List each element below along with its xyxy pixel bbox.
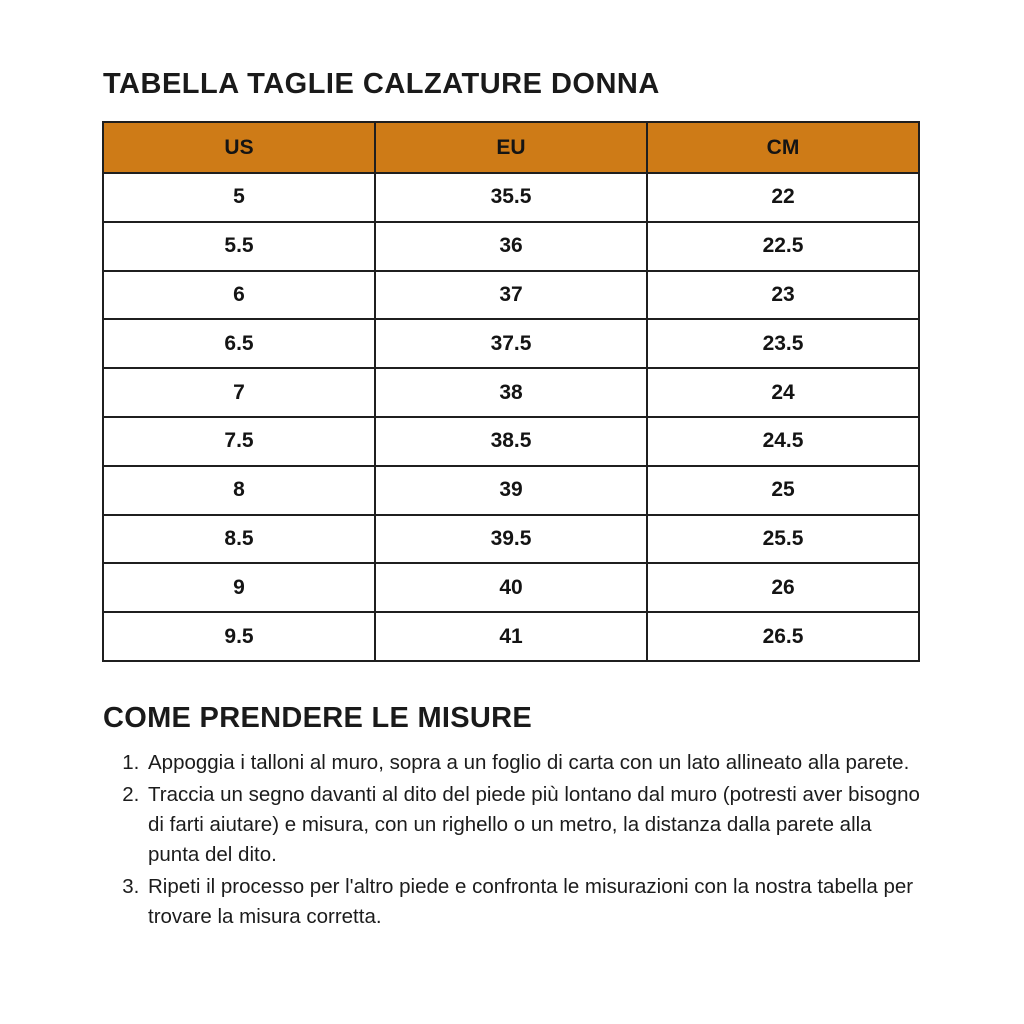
size-table-cell: 26.5	[647, 612, 919, 661]
size-table-cell: 24	[647, 368, 919, 417]
size-table-body	[103, 173, 919, 661]
size-table-cell: 39.5	[375, 515, 647, 564]
size-table-cell: 8.5	[103, 515, 375, 564]
size-table-cell: 36	[375, 222, 647, 271]
size-table-row	[103, 466, 919, 515]
size-table-cell: 6	[103, 271, 375, 320]
size-table-cell: 41	[375, 612, 647, 661]
size-table	[102, 121, 920, 662]
size-table-cell: 35.5	[375, 173, 647, 222]
instruction-step: 1. Appoggia i talloni al muro, sopra a un foglio di carta con un lato allineato alla parete.	[145, 748, 920, 778]
size-table-cell: 22	[647, 173, 919, 222]
size-table-cell: 8	[103, 466, 375, 515]
size-table-cell: 9	[103, 563, 375, 612]
size-table-cell: 25	[647, 466, 919, 515]
instructions-list	[102, 748, 920, 932]
size-table-cell: 6.5	[103, 319, 375, 368]
size-table-row	[103, 515, 919, 564]
instruction-step: 2. Traccia un segno davanti al dito del piede più lontano dal muro (potresti aver bisogno di farti aiutare) e misura, con un righello o un metro, la distanza dalla parete alla punta del dito.	[145, 780, 920, 870]
size-table-header-cell: EU	[375, 122, 647, 173]
size-table-row	[103, 173, 919, 222]
size-table-cell: 5.5	[103, 222, 375, 271]
size-table-cell: 22.5	[647, 222, 919, 271]
size-table-cell: 38	[375, 368, 647, 417]
size-table-cell: 26	[647, 563, 919, 612]
size-table-cell: 38.5	[375, 417, 647, 466]
size-table-row	[103, 612, 919, 661]
size-table-cell: 23.5	[647, 319, 919, 368]
size-table-cell: 37.5	[375, 319, 647, 368]
size-table-cell: 23	[647, 271, 919, 320]
size-table-cell: 7	[103, 368, 375, 417]
size-table-row	[103, 368, 919, 417]
size-table-row	[103, 563, 919, 612]
size-table-row	[103, 417, 919, 466]
size-table-header-cell: CM	[647, 122, 919, 173]
size-table-cell: 7.5	[103, 417, 375, 466]
size-table-head	[103, 122, 919, 173]
size-table-cell: 9.5	[103, 612, 375, 661]
size-table-cell: 40	[375, 563, 647, 612]
size-table-cell: 5	[103, 173, 375, 222]
instruction-step: 3. Ripeti il processo per l'altro piede e confronta le misurazioni con la nostra tabella per trovare la misura corretta.	[145, 872, 920, 932]
size-table-header-cell: US	[103, 122, 375, 173]
instructions-title: COME PRENDERE LE MISURE	[103, 701, 533, 734]
size-table-cell: 37	[375, 271, 647, 320]
size-table-cell: 39	[375, 466, 647, 515]
size-table-row	[103, 271, 919, 320]
size-table-row	[103, 222, 919, 271]
page-title: TABELLA TAGLIE CALZATURE DONNA	[103, 68, 660, 100]
size-table-header-row	[103, 122, 919, 173]
size-table-cell: 25.5	[647, 515, 919, 564]
size-table-cell: 24.5	[647, 417, 919, 466]
size-table-row	[103, 319, 919, 368]
